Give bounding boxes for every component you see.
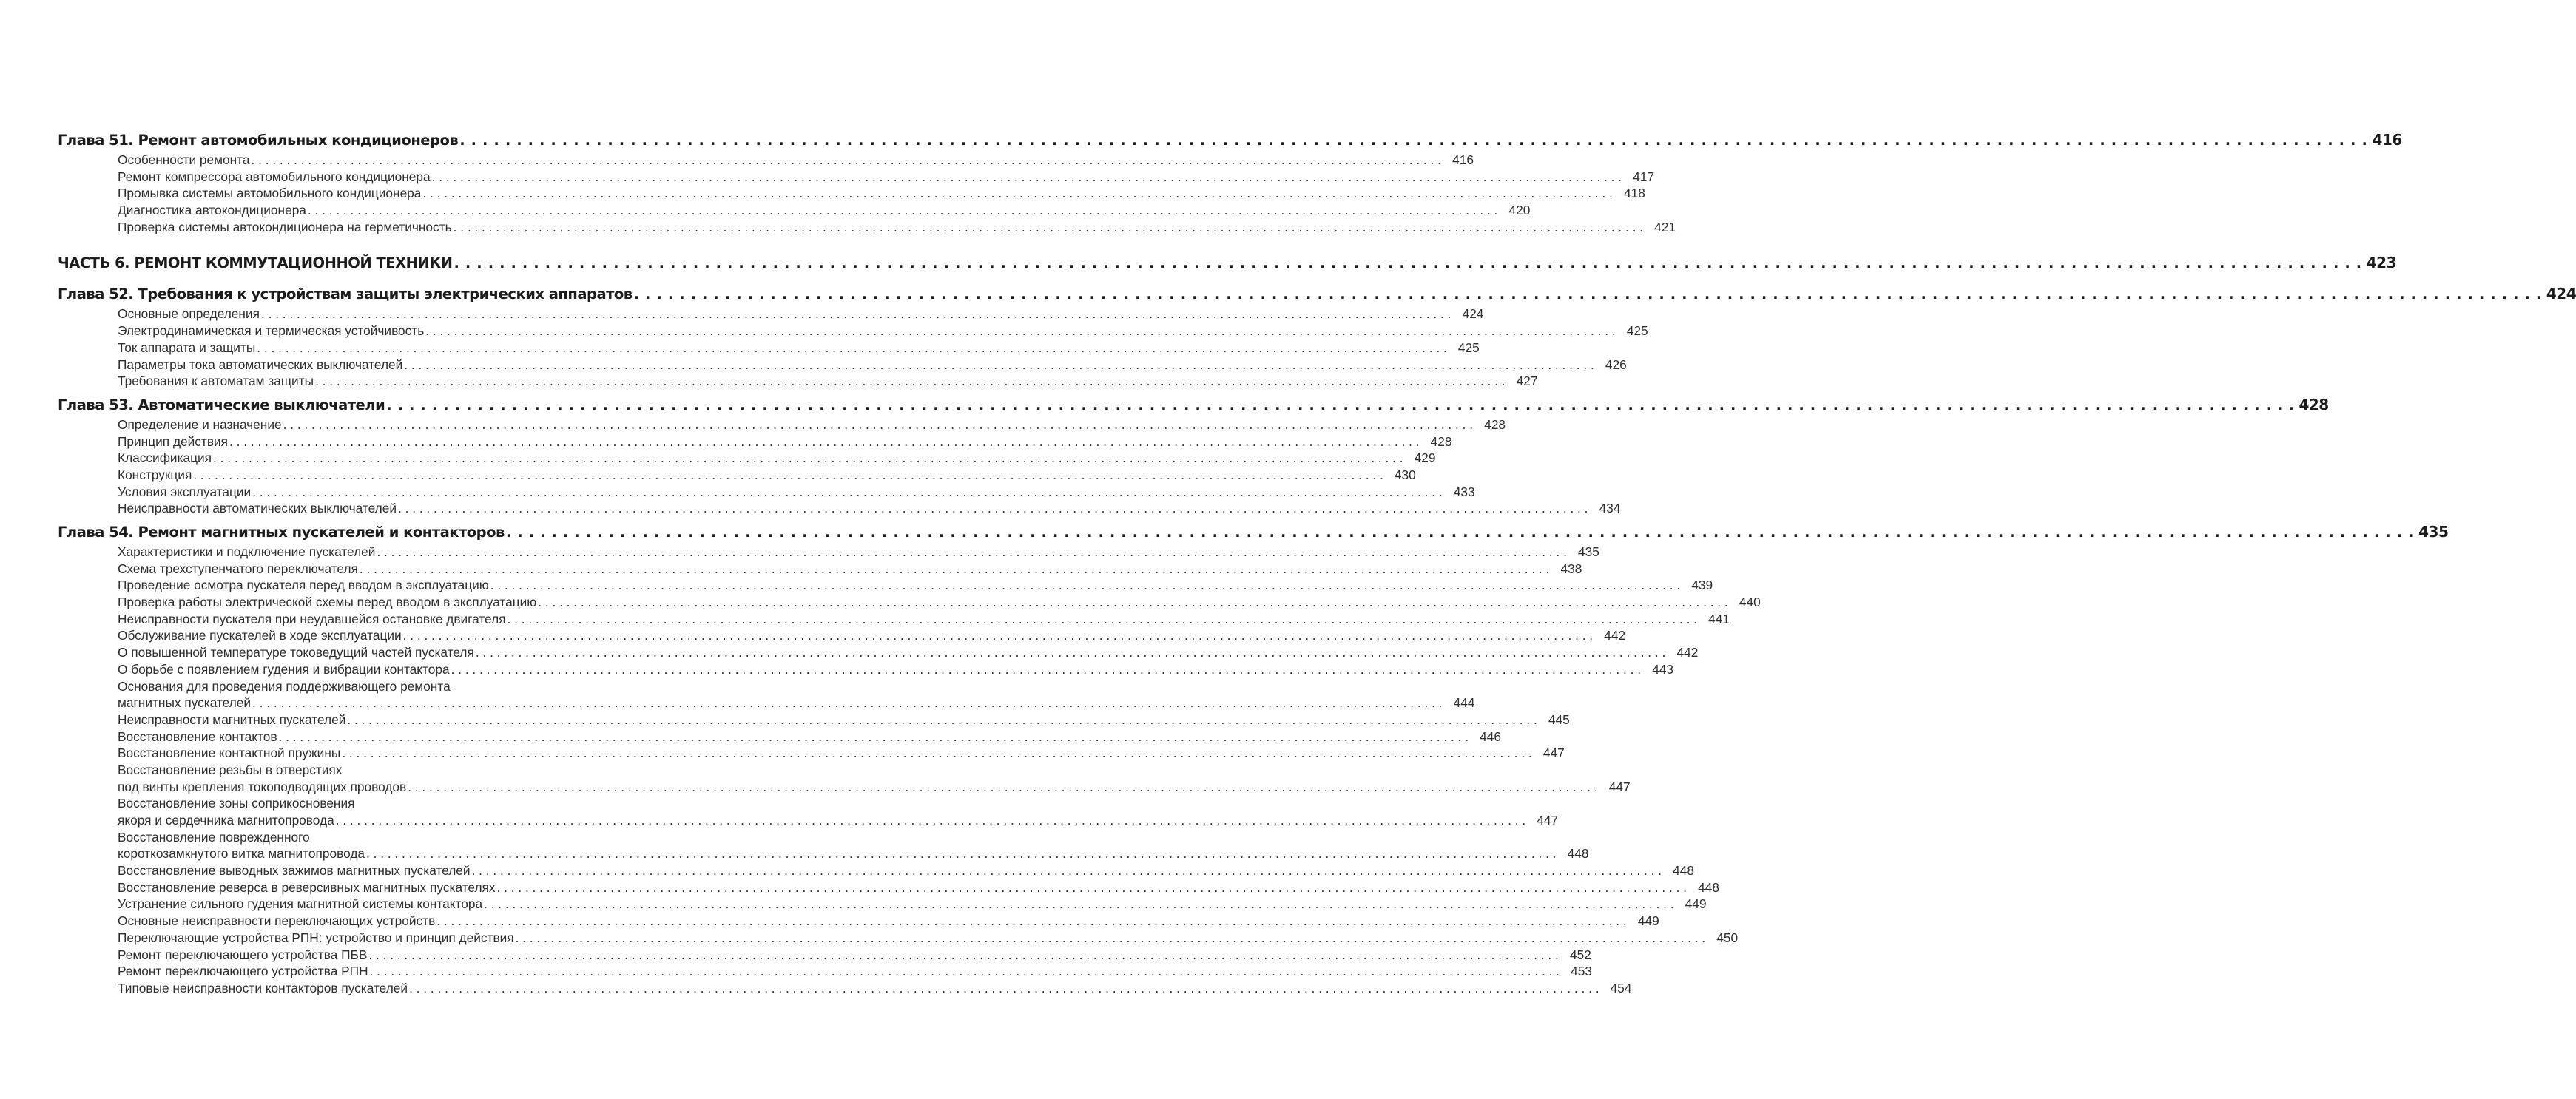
toc-entry	[118, 202, 1531, 219]
toc-entry-title: Основные неисправности переключающих устройств	[118, 913, 436, 929]
toc-entry-page-number: 435	[1578, 544, 1599, 559]
toc-entry	[118, 561, 1582, 578]
toc-entry-title: Ток аппарата и защиты	[118, 339, 256, 355]
toc-entry-title: Восстановление выводных зажимов магнитных пускателей	[118, 863, 471, 879]
toc-entry-title: Ремонт переключающего устройства РПН	[118, 964, 368, 979]
dot-leader	[252, 152, 1441, 169]
toc-entry	[118, 169, 1655, 186]
toc-entry-title: Основные определения	[118, 306, 260, 322]
toc-entry-title: Восстановление реверса в реверсивных магнитных пускателях	[118, 879, 496, 895]
toc-entry	[118, 745, 1565, 762]
dot-leader	[404, 356, 1594, 373]
toc-entry	[118, 433, 1452, 450]
toc-entry-page-number: 417	[1633, 169, 1655, 184]
part-heading	[58, 251, 2396, 274]
toc-entry-title: Неисправности магнитных пускателей	[118, 711, 346, 727]
toc-entry-title: Диагностика автокондиционера	[118, 203, 306, 218]
toc-entry-title: Неисправности автоматических выключателей	[118, 501, 397, 516]
dot-leader	[432, 169, 1622, 186]
toc-entry-page-number: 449	[1685, 896, 1707, 912]
toc-entry	[118, 644, 1699, 661]
dot-leader	[497, 879, 1687, 896]
dot-leader	[484, 896, 1673, 913]
toc-entry-line	[118, 678, 653, 695]
toc-entry-title: Восстановление контактов	[118, 728, 277, 744]
dot-leader	[454, 219, 1643, 236]
toc-entry	[118, 947, 1591, 964]
toc-entry-title: Проверка системы автокондиционера на герметичность	[118, 219, 452, 234]
part-heading-title: ЧАСТЬ 6. РЕМОНТ КОММУТАЦИОННОЙ ТЕХНИКИ	[58, 254, 453, 272]
toc-entry-title: магнитных пускателей	[118, 695, 252, 711]
toc-entry	[118, 963, 1592, 980]
dot-leader	[538, 594, 1727, 611]
toc-entry-page-number: 425	[1626, 323, 1648, 339]
dot-leader	[257, 339, 1446, 356]
toc-entry	[118, 356, 1627, 373]
dot-leader	[490, 577, 1680, 594]
toc-entry	[118, 694, 1475, 711]
toc-entry-page-number: 446	[1480, 728, 1501, 744]
toc-entry	[118, 661, 1674, 678]
toc-entry-page-number: 438	[1560, 561, 1582, 576]
toc-entry-page-number: 444	[1453, 695, 1475, 711]
part-heading-page-number: 423	[2366, 254, 2396, 272]
dot-leader	[279, 728, 1469, 745]
toc-entry-title: Восстановление зоны соприкосновения	[118, 796, 355, 811]
toc-entry-title: Восстановление резьбы в отверстиях	[118, 762, 343, 777]
toc-entry-page-number: 440	[1739, 595, 1761, 610]
toc-entry-title: Требования к автоматам защиты	[118, 373, 314, 389]
toc-entry-page-number: 439	[1691, 578, 1713, 593]
toc-entry-title: Классификация	[118, 450, 212, 466]
toc-entry	[118, 711, 1570, 728]
toc-entry	[118, 322, 1648, 339]
dot-leader	[386, 393, 2294, 417]
toc-entry-page-number: 424	[1462, 306, 1484, 322]
toc-entry-page-number: 427	[1516, 373, 1538, 389]
toc-entry-page-number: 429	[1414, 450, 1436, 466]
toc-entry	[118, 913, 1659, 930]
toc-entry-title: Определение и назначение	[118, 416, 282, 432]
toc-entry	[118, 416, 1506, 433]
dot-leader	[436, 913, 1626, 930]
toc-entry	[118, 484, 1475, 501]
chapter-heading-page-number: 428	[2299, 395, 2329, 413]
toc-entry-title: Проведение осмотра пускателя перед вводом в эксплуатацию	[118, 578, 489, 593]
toc-entry	[118, 879, 1719, 896]
toc-entry-page-number: 447	[1542, 745, 1565, 761]
dot-leader	[315, 373, 1505, 390]
toc-entry	[118, 611, 1730, 628]
dot-leader	[283, 416, 1473, 433]
toc-entry-page-number: 447	[1537, 813, 1559, 828]
toc-entry-page-number: 434	[1599, 501, 1621, 516]
toc-entry-title: Ремонт переключающего устройства ПБВ	[118, 947, 368, 962]
dot-leader	[634, 283, 2542, 306]
dot-leader	[459, 129, 2367, 152]
dot-leader	[347, 711, 1537, 728]
chapter-heading	[58, 520, 2449, 544]
dot-leader	[454, 251, 2362, 275]
toc-entry	[118, 544, 1599, 561]
toc-entry-title: Обслуживание пускателей в ходе эксплуатации	[118, 628, 402, 643]
toc-entry-title: О повышенной температуре токоведущий частей пускателя	[118, 645, 474, 660]
toc-entry-page-number: 443	[1652, 661, 1674, 677]
dot-leader	[252, 484, 1442, 501]
dot-leader	[476, 644, 1665, 661]
dot-leader	[193, 467, 1383, 484]
toc-entry-title: короткозамкнутого витка магнитопровода	[118, 846, 365, 862]
toc-entry-title: Типовые неисправности контакторов пускателей	[118, 980, 408, 995]
dot-leader	[398, 500, 1588, 517]
toc-entry-line	[118, 795, 653, 812]
toc-entry-title: Конструкция	[118, 467, 192, 482]
toc-entry-page-number: 448	[1698, 879, 1719, 895]
toc-entry-title: Ремонт компрессора автомобильного кондиционера	[118, 169, 431, 184]
toc-entry	[118, 779, 1631, 796]
toc-entry-page-number: 420	[1508, 203, 1531, 218]
toc-entry-title: Основания для проведения поддерживающего ремонта	[118, 678, 451, 694]
chapter-heading-page-number: 416	[2372, 131, 2402, 149]
toc-entry-line	[118, 829, 653, 846]
toc-entry-title: Восстановление поврежденного	[118, 829, 310, 845]
dot-leader	[508, 611, 1697, 628]
dot-leader	[425, 322, 1615, 339]
toc-entry	[118, 594, 1761, 611]
toc-entry	[118, 930, 1739, 947]
toc-entry	[118, 450, 1436, 467]
toc-entry-title: Промывка системы автомобильного кондиционера	[118, 186, 422, 201]
toc-entry	[118, 185, 1645, 202]
toc-entry-page-number: 426	[1605, 356, 1627, 372]
toc-entry	[118, 467, 1416, 484]
toc-entry	[118, 845, 1589, 862]
toc-entry	[118, 152, 1474, 169]
toc-entry-title: Схема трехступенчатого переключателя	[118, 561, 358, 576]
toc-entry-title: Особенности ремонта	[118, 152, 250, 167]
toc-entry-title: под винты крепления токоподводящих проводов	[118, 779, 407, 794]
toc-entry-title: Устранение сильного гудения магнитной системы контактора	[118, 896, 483, 912]
dot-leader	[342, 745, 1531, 762]
dot-leader	[336, 812, 1525, 829]
chapter-heading-title: Глава 52. Требования к устройствам защиты электрических аппаратов	[58, 285, 633, 303]
toc-entry-page-number: 450	[1716, 930, 1739, 945]
toc-entry	[118, 980, 1632, 997]
dot-leader	[370, 963, 1560, 980]
dot-leader	[229, 433, 1419, 450]
dot-leader	[368, 947, 1558, 964]
dot-leader	[308, 202, 1497, 219]
toc-entry-page-number: 448	[1567, 846, 1589, 862]
dot-leader	[366, 845, 1556, 862]
toc-entry-title: Неисправности пускателя при неудавшейся остановке двигателя	[118, 611, 506, 626]
toc-entry	[118, 627, 1626, 644]
toc-entry-page-number: 428	[1484, 416, 1506, 432]
dot-leader	[516, 930, 1705, 947]
toc-entry-title: якоря и сердечника магнитопровода	[118, 813, 334, 828]
dot-leader	[213, 450, 1403, 467]
dot-leader	[506, 521, 2414, 544]
dot-leader	[422, 185, 1612, 202]
toc-entry-title: Восстановление контактной пружины	[118, 745, 341, 761]
dot-leader	[451, 661, 1641, 678]
chapter-heading-title: Глава 53. Автоматические выключатели	[58, 396, 385, 413]
toc-entry	[118, 896, 1707, 913]
toc-entry-page-number: 441	[1708, 611, 1730, 626]
toc-entry-page-number: 433	[1453, 484, 1475, 499]
chapter-heading-title: Глава 51. Ремонт автомобильных кондиционеров	[58, 132, 459, 149]
toc-entry	[118, 728, 1501, 745]
dot-leader	[261, 305, 1451, 322]
toc-entry-title: Переключающие устройства РПН: устройство и принцип действия	[118, 930, 514, 945]
dot-leader	[377, 544, 1566, 561]
toc-entry-page-number: 428	[1430, 433, 1452, 449]
toc-entry-title: Принцип действия	[118, 433, 229, 449]
toc-entry-title: Проверка работы электрической схемы перед вводом в эксплуатацию	[118, 595, 537, 610]
toc-entry-page-number: 448	[1673, 863, 1694, 879]
toc-entry	[118, 305, 1484, 322]
toc-entry-page-number: 442	[1604, 628, 1626, 643]
toc-entry-title: Параметры тока автоматических выключателей	[118, 356, 403, 372]
toc-entry-page-number: 442	[1676, 645, 1699, 660]
toc-entry-title: Характеристики и подключение пускателей	[118, 544, 376, 559]
toc-entry-page-number: 449	[1637, 913, 1659, 929]
toc-entry-page-number: 430	[1394, 467, 1416, 482]
toc-entry-page-number: 418	[1624, 186, 1645, 201]
chapter-heading-page-number: 435	[2418, 523, 2449, 541]
toc-entry-title: Электродинамическая и термическая устойчивость	[118, 323, 425, 339]
chapter-heading-page-number: 424	[2546, 285, 2576, 303]
chapter-heading-title: Глава 54. Ремонт магнитных пускателей и контакторов	[58, 524, 505, 541]
toc-entry	[118, 812, 1559, 829]
dot-leader	[409, 980, 1599, 997]
toc-entry	[118, 862, 1694, 879]
toc-entry-page-number: 454	[1610, 980, 1632, 995]
dot-leader	[408, 779, 1597, 796]
toc-entry	[118, 500, 1621, 517]
chapter-heading	[58, 393, 2329, 416]
dot-leader	[252, 694, 1442, 711]
dot-leader	[472, 862, 1662, 879]
toc-entry-line	[118, 762, 653, 779]
toc-entry-page-number: 425	[1457, 339, 1480, 355]
chapter-heading	[58, 282, 2576, 305]
toc-entry-page-number: 421	[1654, 219, 1676, 234]
toc-entry	[118, 373, 1538, 390]
dot-leader	[360, 561, 1549, 578]
toc-entry-page-number: 447	[1608, 779, 1631, 794]
toc-entry-page-number: 445	[1548, 711, 1570, 727]
toc-entry-title: О борьбе с появлением гудения и вибрации контактора	[118, 661, 450, 677]
toc-entry-title: Условия эксплуатации	[118, 484, 252, 499]
toc-entry	[118, 219, 1676, 236]
chapter-heading	[58, 128, 2402, 152]
toc-entry-page-number: 453	[1571, 964, 1592, 979]
toc-entry-page-number: 416	[1452, 152, 1474, 167]
toc-entry	[118, 577, 1713, 594]
dot-leader	[403, 627, 1593, 644]
table-of-contents	[58, 128, 2576, 997]
toc-entry	[118, 339, 1480, 356]
toc-entry-page-number: 452	[1570, 947, 1591, 962]
